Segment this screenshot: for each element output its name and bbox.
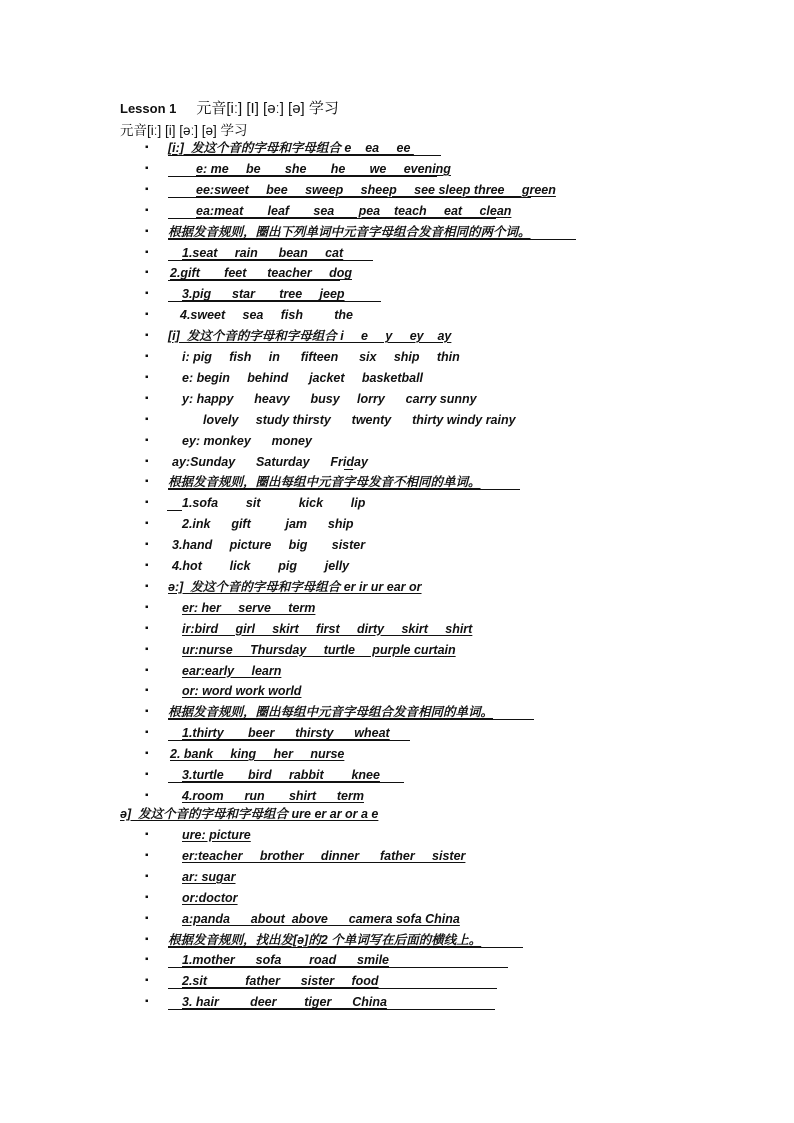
vowel-list-1-item-text: 3.turtle bird rabbit knee xyxy=(182,768,380,782)
lesson-topic: 元音[iː] [I] [əː] [ə] 学习 xyxy=(196,100,339,117)
vowel-list-2-item-text: 1.mother sofa road smile xyxy=(182,953,390,968)
section-heading-schwa: ə] 发这个音的字母和字母组合 ure er ar or a e xyxy=(120,807,379,821)
bullet-icon: ▪ xyxy=(145,455,149,467)
bullet-icon: ▪ xyxy=(145,288,149,300)
answer-line xyxy=(168,489,520,490)
vowel-list-1-item-text: e: begin behind jacket basketball xyxy=(182,370,424,385)
vowel-list-1-item-text: or: word work world xyxy=(182,684,302,699)
bullet-icon: ▪ xyxy=(145,891,149,903)
answer-line xyxy=(168,218,496,219)
bullet-icon: ▪ xyxy=(145,912,149,924)
vowel-list-2-item-text: ar: sugar xyxy=(182,869,236,884)
vowel-list-1-item-text: 2.ink gift jam ship xyxy=(182,517,354,532)
bullet-icon: ▪ xyxy=(145,518,149,530)
bullet-icon: ▪ xyxy=(145,769,149,780)
bullet-icon: ▪ xyxy=(145,413,149,425)
answer-line xyxy=(167,510,182,511)
lesson-number: Lesson 1 xyxy=(120,101,177,116)
bullet-icon: ▪ xyxy=(145,748,149,760)
bullet-icon: ▪ xyxy=(145,267,149,279)
lesson-title xyxy=(120,97,339,118)
answer-line xyxy=(168,719,534,720)
bullet-icon: ▪ xyxy=(145,476,149,488)
vowel-list-1-item-text: lovely study thirsty twenty thirty windy rainy xyxy=(203,412,516,427)
answer-line xyxy=(168,260,373,261)
answer-line xyxy=(168,280,340,281)
vowel-list-2-item-text: 2.sit father sister food xyxy=(182,974,379,989)
vowel-list-1-item-text: ir:bird girl skirt first dirty skirt shirt xyxy=(182,621,473,636)
answer-line xyxy=(168,1009,495,1010)
answer-line xyxy=(168,197,531,198)
bullet-icon: ▪ xyxy=(145,685,149,697)
bullet-icon: ▪ xyxy=(145,225,149,237)
bullet-icon: ▪ xyxy=(145,392,149,404)
vowel-list-1-item-text: ey: monkey money xyxy=(182,433,312,448)
bullet-icon: ▪ xyxy=(145,996,149,1008)
vowel-list-1-item-text: [i:] 发这个音的字母和字母组合 e ea ee xyxy=(168,141,414,155)
vowel-list-1-item-text: 4.room run shirt term xyxy=(182,788,364,803)
answer-line xyxy=(168,947,523,948)
bullet-icon: ▪ xyxy=(145,309,149,321)
vowel-list-1-item-text: ur:nurse Thursday turtle purple curtain xyxy=(182,642,456,657)
bullet-icon: ▪ xyxy=(145,351,149,362)
vowel-list-1-item-text: 根据发音规则，圈出每组中元音字母组合发音相同的单词。 xyxy=(168,705,494,720)
vowel-list-1-item-text: er: her serve term xyxy=(182,600,316,615)
answer-line xyxy=(168,740,410,741)
vowel-list-1-item-text: ear:early learn xyxy=(182,663,282,678)
vowel-list-2-item-text: ure: picture xyxy=(182,828,251,842)
bullet-icon: ▪ xyxy=(145,829,149,840)
bullet-icon: ▪ xyxy=(145,975,149,987)
vowel-list-1-item-text: 4.sweet sea fish the xyxy=(180,308,353,323)
bullet-icon: ▪ xyxy=(145,870,149,882)
vowel-list-1-item-text: 1.seat rain bean cat xyxy=(182,245,344,260)
bullet-icon: ▪ xyxy=(145,933,149,945)
bullet-icon: ▪ xyxy=(145,560,149,571)
answer-line xyxy=(168,782,404,783)
vowel-list-2-item-text: 3. hair deer tiger China xyxy=(182,995,387,1010)
vowel-list-1-item-text: ə:] 发这个音的字母和字母组合 er ir ur ear or xyxy=(168,579,422,594)
vowel-list-1-item-text: e: me be she he we evening xyxy=(196,161,451,176)
vowel-list-1-item-text: 3.pig star tree jeep xyxy=(182,287,345,302)
bullet-icon: ▪ xyxy=(145,142,149,153)
bullet-icon: ▪ xyxy=(145,434,149,446)
vowel-list-1-item-text: 1.sofa sit kick lip xyxy=(182,496,366,511)
vowel-list-2-item-text: a:panda about above camera sofa China xyxy=(182,911,460,926)
bullet-icon: ▪ xyxy=(145,727,149,739)
bullet-icon: ▪ xyxy=(145,789,149,801)
bullet-icon: ▪ xyxy=(145,371,149,383)
bullet-icon: ▪ xyxy=(145,664,149,676)
bullet-icon: ▪ xyxy=(145,601,149,613)
lesson-subtitle: 元音[iː] [i] [əː] [ə] 学习 xyxy=(120,123,248,138)
vowel-list-1-item-text: ee:sweet bee sweep sheep see sleep three green xyxy=(196,182,556,197)
answer-line xyxy=(168,967,508,968)
vowel-list-1-item-text: 根据发音规则，圈出每组中元音字母发音不相同的单词。 xyxy=(168,475,481,490)
bullet-icon: ▪ xyxy=(145,162,149,174)
vowel-list-1-item-text: 2.gift feet teacher dog xyxy=(170,266,352,281)
vowel-list-1-item-text: 4.hot lick pig jelly xyxy=(172,559,350,573)
vowel-list-1-item-text: [i] 发这个音的字母和字母组合 i e y ey ay xyxy=(168,329,452,344)
vowel-list-1-item-text: 1.thirty beer thirsty wheat xyxy=(182,726,390,741)
vowel-list-1-item-text: y: happy heavy busy lorry carry sunny xyxy=(182,391,477,406)
bullet-icon: ▪ xyxy=(145,643,149,655)
bullet-icon: ▪ xyxy=(145,954,149,966)
bullet-icon: ▪ xyxy=(145,706,149,718)
bullet-icon: ▪ xyxy=(145,183,149,195)
vowel-list-2-item-text: er:teacher brother dinner father sister xyxy=(182,848,466,863)
answer-line xyxy=(168,155,441,156)
answer-line xyxy=(168,301,381,302)
vowel-list-1-item-text: 3.hand picture big sister xyxy=(172,538,366,553)
bullet-icon: ▪ xyxy=(145,622,149,634)
vowel-list-1-item-text: ay:Sunday Saturday Friday xyxy=(172,454,368,469)
vowel-list-1-item-text: 2. bank king her nurse xyxy=(170,747,345,762)
bullet-icon: ▪ xyxy=(145,246,149,258)
answer-line xyxy=(168,239,576,240)
bullet-icon: ▪ xyxy=(145,849,149,861)
bullet-icon: ▪ xyxy=(145,204,149,216)
vowel-list-2-item-text: or:doctor xyxy=(182,890,238,905)
vowel-list-1-item-text: ea:meat leaf sea pea teach eat clean xyxy=(196,203,512,218)
vowel-list-2-item-text: 根据发音规则，找出发[ə]的2 个单词写在后面的横线上。 xyxy=(168,932,482,947)
bullet-icon: ▪ xyxy=(145,539,149,551)
bullet-icon: ▪ xyxy=(145,330,149,342)
answer-line xyxy=(168,176,437,177)
answer-line xyxy=(168,988,497,989)
vowel-list-1-item-text: 根据发音规则，圈出下列单词中元音字母组合发音相同的两个词。 xyxy=(168,224,531,239)
answer-line xyxy=(344,469,353,470)
bullet-icon: ▪ xyxy=(145,497,149,509)
vowel-list-1-item-text: i: pig fish in fifteen six ship thin xyxy=(182,350,460,364)
bullet-icon: ▪ xyxy=(145,580,149,592)
